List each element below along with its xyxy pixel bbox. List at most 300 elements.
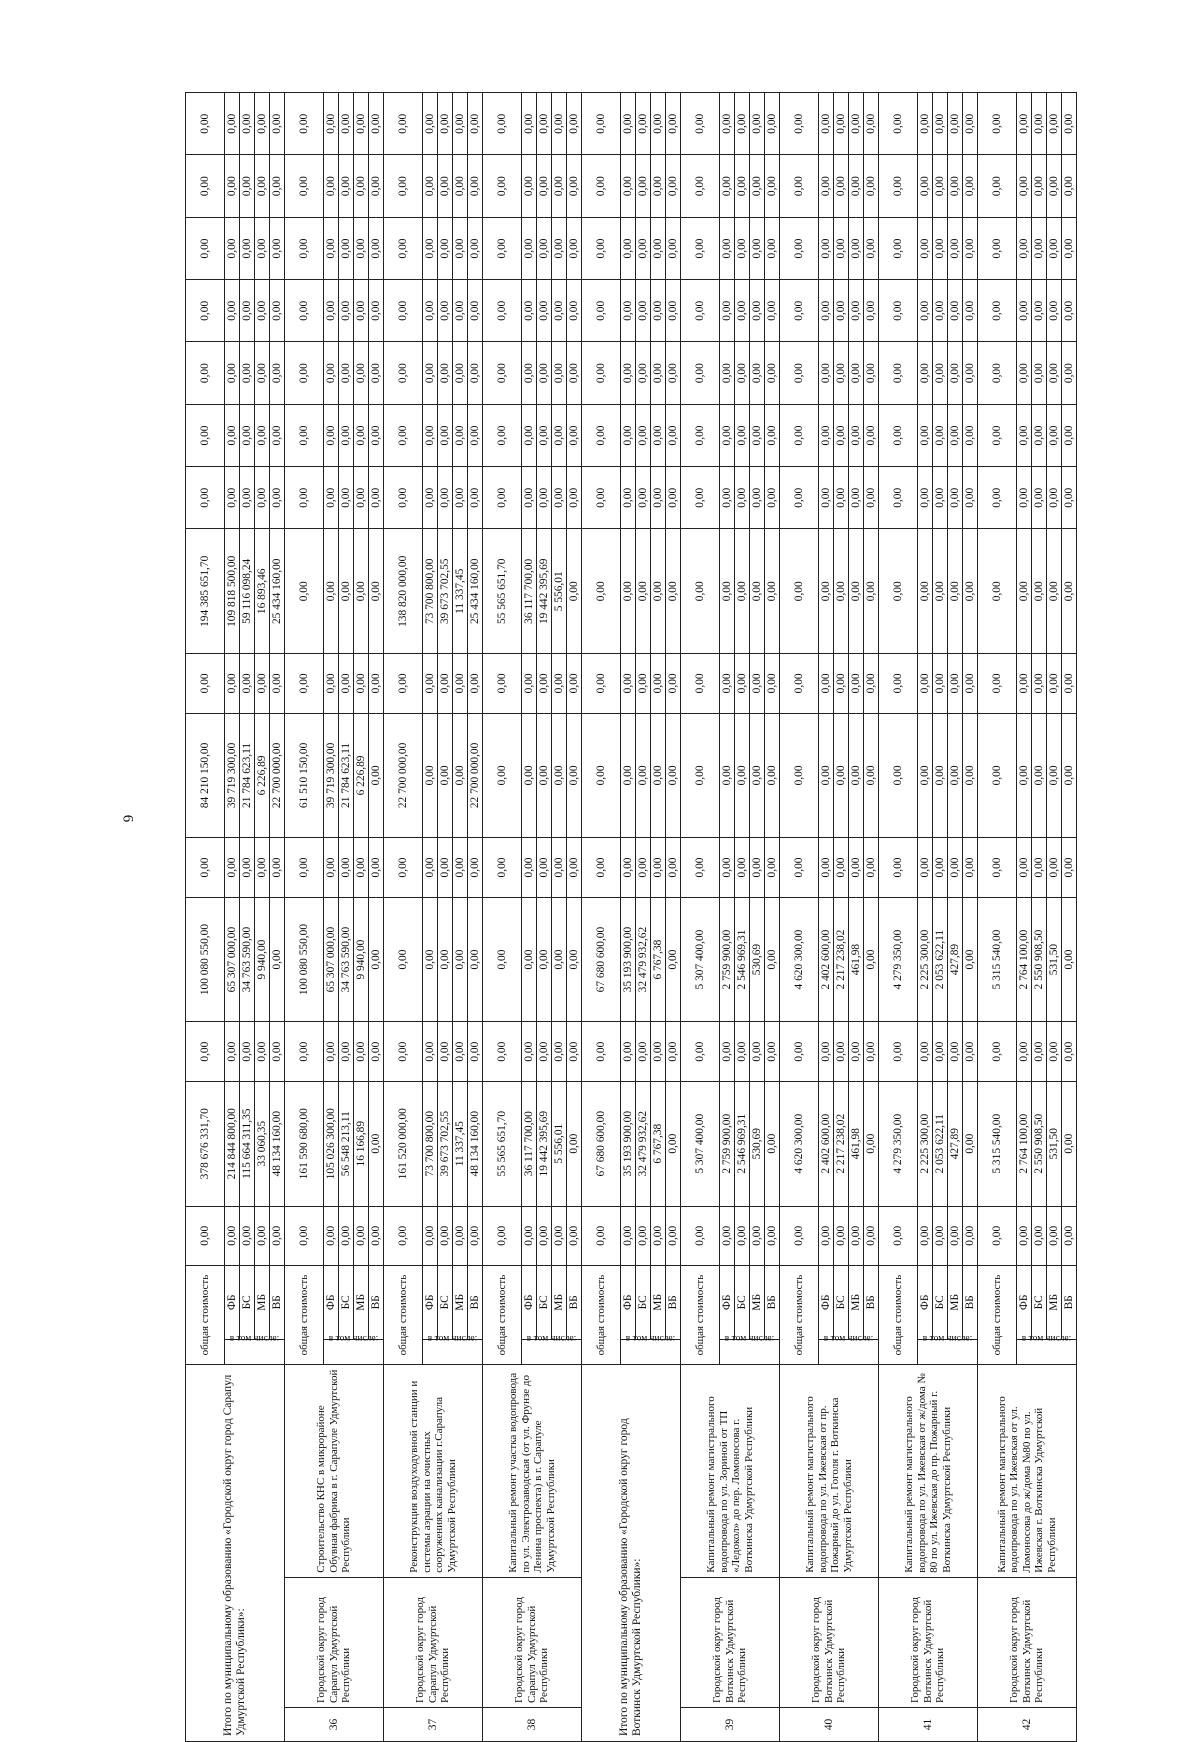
value-cell: 0,00 bbox=[552, 467, 567, 529]
table-row bbox=[879, 93, 918, 1742]
in-that-text: в том числе: bbox=[526, 1333, 577, 1344]
value-cell: 0,00 bbox=[552, 342, 567, 404]
value-cell: 0,00 bbox=[933, 529, 948, 654]
value-cell: 0,00 bbox=[369, 467, 384, 529]
value-cell: 0,00 bbox=[765, 654, 780, 713]
value-cell: 0,00 bbox=[1032, 713, 1047, 838]
municipality-cell: Городской округ город Сарапул Удмуртской Республики bbox=[483, 1577, 582, 1707]
value-cell: 0,00 bbox=[651, 155, 666, 217]
value-cell: 0,00 bbox=[1047, 1206, 1062, 1265]
value-cell: 34 763 590,00 bbox=[240, 897, 255, 1022]
value-cell: 0,00 bbox=[636, 838, 651, 897]
value-cell: 39 719 300,00 bbox=[324, 713, 339, 838]
municipality-cell: Городской округ город Воткинск Удмуртской Республики bbox=[681, 1577, 780, 1707]
value-cell: 0,00 bbox=[369, 1206, 384, 1265]
value-cell: 0,00 bbox=[765, 342, 780, 404]
object-name-cell: Капитальный ремонт магистрального водопровода по ул. Ижевская от пр. Пожарный до ул. Гоголя г. Воткинска Удмуртской Республики bbox=[780, 1365, 879, 1578]
value-cell: 0,00 bbox=[963, 529, 978, 654]
value-cell: 214 844 800,00 bbox=[225, 1081, 240, 1206]
value-cell: 0,00 bbox=[933, 93, 948, 155]
value-cell: 0,00 bbox=[522, 838, 537, 897]
value-cell: 0,00 bbox=[1047, 217, 1062, 279]
value-cell: 0,00 bbox=[720, 654, 735, 713]
value-cell: 0,00 bbox=[270, 1022, 285, 1081]
value-cell: 0,00 bbox=[186, 1206, 225, 1265]
municipality-cell: Городской округ город Воткинск Удмуртской Республики bbox=[780, 1577, 879, 1707]
funding-source-code: МБ bbox=[1047, 1266, 1062, 1340]
value-cell: 0,00 bbox=[582, 467, 621, 529]
value-cell: 11 337,45 bbox=[453, 1081, 468, 1206]
in-that-text: в том числе: bbox=[1021, 1333, 1072, 1344]
value-cell: 2 225 300,00 bbox=[918, 897, 933, 1022]
value-cell: 0,00 bbox=[621, 404, 636, 466]
value-cell: 0,00 bbox=[978, 467, 1017, 529]
value-cell: 0,00 bbox=[666, 93, 681, 155]
value-cell: 0,00 bbox=[963, 342, 978, 404]
value-cell: 138 820 000,00 bbox=[384, 529, 423, 654]
value-cell: 0,00 bbox=[255, 654, 270, 713]
value-cell: 0,00 bbox=[582, 155, 621, 217]
value-cell: 0,00 bbox=[963, 217, 978, 279]
total-cost-label: общая стоимость bbox=[384, 1266, 423, 1365]
row-number: 41 bbox=[879, 1708, 978, 1742]
value-cell: 0,00 bbox=[255, 838, 270, 897]
total-cost-label: общая стоимость bbox=[681, 1266, 720, 1365]
value-cell: 0,00 bbox=[522, 280, 537, 342]
value-cell: 0,00 bbox=[240, 1206, 255, 1265]
value-cell: 0,00 bbox=[567, 404, 582, 466]
funding-source-code: ФБ bbox=[819, 1266, 834, 1340]
value-cell: 0,00 bbox=[1062, 897, 1077, 1022]
value-cell: 531,50 bbox=[1047, 897, 1062, 1022]
value-cell: 0,00 bbox=[369, 404, 384, 466]
value-cell: 0,00 bbox=[720, 529, 735, 654]
value-cell: 36 117 700,00 bbox=[522, 1081, 537, 1206]
value-cell: 61 510 150,00 bbox=[285, 713, 324, 838]
value-cell: 0,00 bbox=[438, 155, 453, 217]
funding-source-code: БС bbox=[537, 1266, 552, 1340]
value-cell: 0,00 bbox=[339, 529, 354, 654]
value-cell: 0,00 bbox=[453, 217, 468, 279]
value-cell: 0,00 bbox=[582, 342, 621, 404]
value-cell: 0,00 bbox=[780, 280, 819, 342]
value-cell: 0,00 bbox=[423, 1206, 438, 1265]
value-cell: 0,00 bbox=[240, 838, 255, 897]
value-cell: 0,00 bbox=[750, 280, 765, 342]
object-name-cell: Капитальный ремонт участка водопровода по ул. Электрозаводская (от ул. Фрунзе до Ленина проспекта) в г. Сарапуле Удмуртской Республики bbox=[483, 1365, 582, 1578]
value-cell: 0,00 bbox=[240, 155, 255, 217]
value-cell: 0,00 bbox=[864, 155, 879, 217]
value-cell: 0,00 bbox=[483, 342, 522, 404]
value-cell: 0,00 bbox=[324, 467, 339, 529]
value-cell: 0,00 bbox=[339, 155, 354, 217]
value-cell: 0,00 bbox=[270, 93, 285, 155]
value-cell: 0,00 bbox=[483, 897, 522, 1022]
value-cell: 0,00 bbox=[285, 280, 324, 342]
value-cell: 39 719 300,00 bbox=[225, 713, 240, 838]
funding-source-code: ФБ bbox=[324, 1266, 339, 1340]
value-cell: 0,00 bbox=[369, 280, 384, 342]
value-cell: 0,00 bbox=[651, 467, 666, 529]
value-cell: 0,00 bbox=[681, 155, 720, 217]
value-cell: 0,00 bbox=[651, 93, 666, 155]
value-cell: 0,00 bbox=[1062, 467, 1077, 529]
value-cell: 0,00 bbox=[735, 713, 750, 838]
value-cell: 2 550 908,50 bbox=[1032, 897, 1047, 1022]
funding-source-code: БС bbox=[1032, 1266, 1047, 1340]
value-cell: 0,00 bbox=[918, 217, 933, 279]
value-cell: 21 784 623,11 bbox=[339, 713, 354, 838]
value-cell: 0,00 bbox=[651, 1206, 666, 1265]
value-cell: 4 279 350,00 bbox=[879, 1081, 918, 1206]
value-cell: 0,00 bbox=[819, 529, 834, 654]
value-cell: 0,00 bbox=[849, 155, 864, 217]
value-cell: 0,00 bbox=[978, 404, 1017, 466]
value-cell: 0,00 bbox=[438, 280, 453, 342]
value-cell: 33 060,35 bbox=[255, 1081, 270, 1206]
value-cell: 0,00 bbox=[438, 217, 453, 279]
value-cell: 0,00 bbox=[666, 838, 681, 897]
value-cell: 0,00 bbox=[834, 1022, 849, 1081]
value-cell: 0,00 bbox=[240, 342, 255, 404]
value-cell: 0,00 bbox=[423, 155, 438, 217]
value-cell: 0,00 bbox=[582, 1206, 621, 1265]
value-cell: 0,00 bbox=[369, 217, 384, 279]
total-row bbox=[582, 93, 621, 1742]
value-cell: 0,00 bbox=[621, 654, 636, 713]
value-cell: 0,00 bbox=[186, 838, 225, 897]
value-cell: 0,00 bbox=[720, 1022, 735, 1081]
value-cell: 0,00 bbox=[948, 93, 963, 155]
value-cell: 0,00 bbox=[918, 1206, 933, 1265]
value-cell: 0,00 bbox=[879, 1022, 918, 1081]
value-cell: 0,00 bbox=[240, 654, 255, 713]
value-cell: 0,00 bbox=[864, 217, 879, 279]
total-row bbox=[186, 93, 225, 1742]
value-cell: 0,00 bbox=[948, 404, 963, 466]
value-cell: 0,00 bbox=[765, 155, 780, 217]
value-cell: 0,00 bbox=[453, 280, 468, 342]
value-cell: 0,00 bbox=[918, 654, 933, 713]
value-cell: 0,00 bbox=[324, 838, 339, 897]
value-cell: 0,00 bbox=[423, 467, 438, 529]
value-cell: 0,00 bbox=[438, 654, 453, 713]
value-cell: 0,00 bbox=[1062, 217, 1077, 279]
value-cell: 0,00 bbox=[339, 838, 354, 897]
in-that-text: в том числе: bbox=[724, 1333, 775, 1344]
value-cell: 0,00 bbox=[1047, 280, 1062, 342]
value-cell: 0,00 bbox=[636, 217, 651, 279]
value-cell: 0,00 bbox=[567, 217, 582, 279]
value-cell: 0,00 bbox=[270, 467, 285, 529]
value-cell: 531,50 bbox=[1047, 1081, 1062, 1206]
value-cell: 0,00 bbox=[1062, 404, 1077, 466]
value-cell: 0,00 bbox=[240, 280, 255, 342]
value-cell: 0,00 bbox=[582, 838, 621, 897]
value-cell: 0,00 bbox=[819, 654, 834, 713]
value-cell: 0,00 bbox=[849, 713, 864, 838]
value-cell: 0,00 bbox=[849, 404, 864, 466]
value-cell: 0,00 bbox=[384, 342, 423, 404]
value-cell: 0,00 bbox=[933, 217, 948, 279]
value-cell: 0,00 bbox=[651, 1022, 666, 1081]
value-cell: 0,00 bbox=[552, 1022, 567, 1081]
value-cell: 0,00 bbox=[978, 713, 1017, 838]
value-cell: 48 134 160,00 bbox=[468, 1081, 483, 1206]
value-cell: 0,00 bbox=[918, 713, 933, 838]
value-cell: 0,00 bbox=[765, 897, 780, 1022]
value-cell: 0,00 bbox=[582, 280, 621, 342]
value-cell: 2 402 600,00 bbox=[819, 897, 834, 1022]
funding-source-code: МБ bbox=[849, 1266, 864, 1340]
value-cell: 2 759 900,00 bbox=[720, 1081, 735, 1206]
value-cell: 67 680 600,00 bbox=[582, 897, 621, 1022]
funding-source-code: ВБ bbox=[864, 1266, 879, 1340]
value-cell: 0,00 bbox=[552, 713, 567, 838]
funding-source-code: БС bbox=[933, 1266, 948, 1340]
value-cell: 11 337,45 bbox=[453, 529, 468, 654]
value-cell: 0,00 bbox=[681, 529, 720, 654]
value-cell: 0,00 bbox=[819, 467, 834, 529]
value-cell: 0,00 bbox=[765, 467, 780, 529]
value-cell: 0,00 bbox=[567, 1206, 582, 1265]
financing-table bbox=[185, 92, 1077, 1742]
value-cell: 0,00 bbox=[1062, 342, 1077, 404]
value-cell: 0,00 bbox=[483, 1022, 522, 1081]
value-cell: 0,00 bbox=[453, 838, 468, 897]
value-cell: 2 550 908,50 bbox=[1032, 1081, 1047, 1206]
value-cell: 0,00 bbox=[765, 93, 780, 155]
value-cell: 0,00 bbox=[1047, 654, 1062, 713]
value-cell: 5 307 400,00 bbox=[681, 1081, 720, 1206]
value-cell: 0,00 bbox=[1032, 467, 1047, 529]
value-cell: 0,00 bbox=[879, 217, 918, 279]
value-cell: 0,00 bbox=[879, 1206, 918, 1265]
object-name-cell: Строительство КНС в микрорайоне Обувная фабрика в г. Сарапуле Удмуртской Республики bbox=[285, 1365, 384, 1578]
value-cell: 0,00 bbox=[339, 654, 354, 713]
value-cell: 0,00 bbox=[567, 342, 582, 404]
value-cell: 0,00 bbox=[636, 467, 651, 529]
value-cell: 0,00 bbox=[567, 280, 582, 342]
value-cell: 0,00 bbox=[849, 342, 864, 404]
value-cell: 0,00 bbox=[225, 654, 240, 713]
value-cell: 0,00 bbox=[552, 280, 567, 342]
value-cell: 16 166,89 bbox=[354, 1081, 369, 1206]
value-cell: 0,00 bbox=[864, 1206, 879, 1265]
value-cell: 6 226,89 bbox=[255, 713, 270, 838]
value-cell: 0,00 bbox=[567, 93, 582, 155]
value-cell: 0,00 bbox=[666, 897, 681, 1022]
value-cell: 0,00 bbox=[621, 529, 636, 654]
value-cell: 0,00 bbox=[1062, 713, 1077, 838]
value-cell: 0,00 bbox=[537, 467, 552, 529]
value-cell: 0,00 bbox=[1047, 713, 1062, 838]
value-cell: 0,00 bbox=[819, 404, 834, 466]
value-cell: 0,00 bbox=[582, 217, 621, 279]
object-name-cell: Капитальный ремонт магистрального водопровода по ул. Ижевская от ул. Ломоносова до ж/дома №80 по ул. Ижевская г. Воткинска Удмуртской Республики bbox=[978, 1365, 1077, 1578]
value-cell: 0,00 bbox=[384, 1022, 423, 1081]
value-cell: 0,00 bbox=[438, 93, 453, 155]
in-that-text: в том числе: bbox=[625, 1333, 676, 1344]
value-cell: 0,00 bbox=[537, 897, 552, 1022]
value-cell: 0,00 bbox=[918, 155, 933, 217]
value-cell: 0,00 bbox=[1032, 1022, 1047, 1081]
value-cell: 5 315 540,00 bbox=[978, 897, 1017, 1022]
value-cell: 0,00 bbox=[948, 713, 963, 838]
value-cell: 0,00 bbox=[483, 217, 522, 279]
value-cell: 0,00 bbox=[636, 342, 651, 404]
value-cell: 0,00 bbox=[1017, 838, 1032, 897]
value-cell: 0,00 bbox=[933, 838, 948, 897]
value-cell: 0,00 bbox=[423, 342, 438, 404]
value-cell: 0,00 bbox=[339, 342, 354, 404]
value-cell: 0,00 bbox=[621, 342, 636, 404]
in-that-label bbox=[1017, 1333, 1077, 1364]
value-cell: 73 700 800,00 bbox=[423, 1081, 438, 1206]
value-cell: 6 226,89 bbox=[354, 713, 369, 838]
value-cell: 0,00 bbox=[720, 1206, 735, 1265]
value-cell: 0,00 bbox=[1017, 280, 1032, 342]
value-cell: 0,00 bbox=[537, 713, 552, 838]
value-cell: 0,00 bbox=[537, 280, 552, 342]
value-cell: 0,00 bbox=[750, 1022, 765, 1081]
value-cell: 0,00 bbox=[537, 155, 552, 217]
value-cell: 0,00 bbox=[339, 217, 354, 279]
value-cell: 0,00 bbox=[948, 1206, 963, 1265]
value-cell: 0,00 bbox=[339, 467, 354, 529]
value-cell: 0,00 bbox=[438, 342, 453, 404]
value-cell: 0,00 bbox=[186, 467, 225, 529]
value-cell: 0,00 bbox=[324, 93, 339, 155]
value-cell: 0,00 bbox=[240, 467, 255, 529]
value-cell: 0,00 bbox=[918, 529, 933, 654]
value-cell: 0,00 bbox=[864, 93, 879, 155]
value-cell: 0,00 bbox=[666, 217, 681, 279]
value-cell: 0,00 bbox=[483, 654, 522, 713]
value-cell: 0,00 bbox=[438, 404, 453, 466]
value-cell: 39 673 702,55 bbox=[438, 529, 453, 654]
value-cell: 0,00 bbox=[339, 404, 354, 466]
value-cell: 32 479 932,62 bbox=[636, 897, 651, 1022]
value-cell: 0,00 bbox=[369, 713, 384, 838]
value-cell: 0,00 bbox=[225, 280, 240, 342]
value-cell: 0,00 bbox=[666, 1206, 681, 1265]
value-cell: 0,00 bbox=[963, 838, 978, 897]
value-cell: 0,00 bbox=[384, 467, 423, 529]
value-cell: 59 116 098,24 bbox=[240, 529, 255, 654]
value-cell: 0,00 bbox=[720, 713, 735, 838]
value-cell: 0,00 bbox=[567, 713, 582, 838]
value-cell: 0,00 bbox=[765, 1206, 780, 1265]
value-cell: 0,00 bbox=[270, 838, 285, 897]
value-cell: 25 434 160,00 bbox=[270, 529, 285, 654]
value-cell: 0,00 bbox=[552, 654, 567, 713]
value-cell: 0,00 bbox=[879, 342, 918, 404]
value-cell: 0,00 bbox=[1062, 1081, 1077, 1206]
value-cell: 0,00 bbox=[849, 654, 864, 713]
value-cell: 0,00 bbox=[324, 1206, 339, 1265]
value-cell: 0,00 bbox=[681, 1206, 720, 1265]
value-cell: 0,00 bbox=[933, 467, 948, 529]
value-cell: 0,00 bbox=[834, 654, 849, 713]
in-that-text: в том числе: bbox=[427, 1333, 478, 1344]
value-cell: 0,00 bbox=[651, 654, 666, 713]
value-cell: 0,00 bbox=[1017, 1206, 1032, 1265]
value-cell: 0,00 bbox=[978, 280, 1017, 342]
value-cell: 0,00 bbox=[255, 1206, 270, 1265]
value-cell: 0,00 bbox=[750, 467, 765, 529]
value-cell: 0,00 bbox=[918, 342, 933, 404]
value-cell: 0,00 bbox=[438, 713, 453, 838]
funding-source-code: МБ bbox=[453, 1266, 468, 1340]
value-cell: 22 700 000,00 bbox=[270, 713, 285, 838]
value-cell: 0,00 bbox=[621, 713, 636, 838]
value-cell: 0,00 bbox=[453, 1022, 468, 1081]
object-name-cell: Капитальный ремонт магистрального водопровода по ул. Зориной от ТП «Ледокол» до пер. Ломоносова г. Воткинска Удмуртской Республики bbox=[681, 1365, 780, 1578]
value-cell: 0,00 bbox=[849, 838, 864, 897]
value-cell: 0,00 bbox=[681, 1022, 720, 1081]
value-cell: 0,00 bbox=[324, 529, 339, 654]
value-cell: 0,00 bbox=[567, 897, 582, 1022]
value-cell: 194 385 651,70 bbox=[186, 529, 225, 654]
value-cell: 0,00 bbox=[453, 467, 468, 529]
value-cell: 0,00 bbox=[750, 155, 765, 217]
value-cell: 0,00 bbox=[1062, 654, 1077, 713]
value-cell: 35 193 900,00 bbox=[621, 1081, 636, 1206]
value-cell: 0,00 bbox=[186, 155, 225, 217]
value-cell: 0,00 bbox=[285, 342, 324, 404]
value-cell: 0,00 bbox=[186, 93, 225, 155]
value-cell: 0,00 bbox=[582, 93, 621, 155]
value-cell: 105 026 300,00 bbox=[324, 1081, 339, 1206]
value-cell: 0,00 bbox=[750, 217, 765, 279]
value-cell: 2 402 600,00 bbox=[819, 1081, 834, 1206]
value-cell: 0,00 bbox=[750, 93, 765, 155]
value-cell: 0,00 bbox=[720, 217, 735, 279]
value-cell: 0,00 bbox=[285, 93, 324, 155]
municipality-cell: Городской округ город Сарапул Удмуртской Республики bbox=[384, 1577, 483, 1707]
value-cell: 0,00 bbox=[720, 155, 735, 217]
value-cell: 0,00 bbox=[240, 93, 255, 155]
value-cell: 0,00 bbox=[1032, 93, 1047, 155]
value-cell: 0,00 bbox=[324, 342, 339, 404]
value-cell: 0,00 bbox=[681, 713, 720, 838]
value-cell: 0,00 bbox=[240, 1022, 255, 1081]
value-cell: 0,00 bbox=[651, 342, 666, 404]
value-cell: 0,00 bbox=[834, 280, 849, 342]
value-cell: 0,00 bbox=[780, 155, 819, 217]
funding-source-code: МБ bbox=[651, 1266, 666, 1340]
value-cell: 0,00 bbox=[864, 404, 879, 466]
rotated-table-wrapper bbox=[185, 92, 1175, 1742]
value-cell: 0,00 bbox=[339, 1206, 354, 1265]
funding-source-code: БС bbox=[438, 1266, 453, 1340]
value-cell: 378 676 331,70 bbox=[186, 1081, 225, 1206]
value-cell: 0,00 bbox=[537, 93, 552, 155]
value-cell: 0,00 bbox=[879, 654, 918, 713]
value-cell: 0,00 bbox=[720, 838, 735, 897]
value-cell: 0,00 bbox=[681, 838, 720, 897]
value-cell: 0,00 bbox=[339, 280, 354, 342]
value-cell: 0,00 bbox=[552, 404, 567, 466]
row-number: 39 bbox=[681, 1708, 780, 1742]
row-number: 42 bbox=[978, 1708, 1077, 1742]
value-cell: 0,00 bbox=[621, 1022, 636, 1081]
value-cell: 0,00 bbox=[621, 280, 636, 342]
value-cell: 0,00 bbox=[765, 280, 780, 342]
value-cell: 0,00 bbox=[369, 838, 384, 897]
value-cell: 0,00 bbox=[651, 838, 666, 897]
